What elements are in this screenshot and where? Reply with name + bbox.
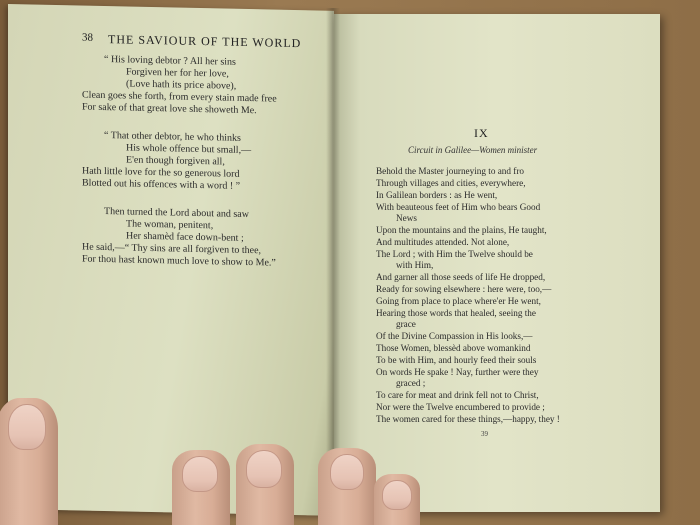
right-line: Hearing those words that healed, seeing the [376, 308, 536, 318]
left-line: Hath little love for the so generous lord [82, 165, 240, 180]
right-line: graced ; [396, 378, 426, 388]
right-line: Nor were the Twelve encumbered to provide ; [376, 402, 545, 412]
left-line: Then turned the Lord about and saw [104, 206, 249, 221]
fingernail [182, 456, 218, 492]
left-line: He said,—“ Thy sins are all forgiven to thee, [82, 241, 262, 257]
finger [318, 448, 376, 525]
left-line: Forgiven her for her love, [126, 66, 229, 80]
left-line: Her shamèd face down-bent ; [126, 230, 244, 244]
right-line: To care for meat and drink fell not to Christ, [376, 390, 539, 400]
right-line: grace [396, 319, 416, 329]
finger [236, 444, 294, 525]
left-line: His whole offence but small,— [126, 142, 252, 157]
left-line: “ His loving debtor ? All her sins [104, 54, 236, 68]
right-page-number: 39 [481, 430, 488, 438]
right-line: Through villages and cities, everywhere, [376, 178, 526, 188]
right-page [334, 14, 660, 512]
left-line: The woman, penitent, [126, 218, 214, 232]
left-line: For sake of that great love she showeth Me. [82, 101, 257, 117]
running-head: THE SAVIOUR OF THE WORLD [108, 32, 302, 51]
right-line: Behold the Master journeying to and fro [376, 166, 524, 176]
left-line: E'en though forgiven all, [126, 154, 225, 168]
left-page-number: 38 [82, 31, 93, 44]
right-line: Of the Divine Compassion in His looks,— [376, 331, 533, 341]
right-line: To be with Him, and hourly feed their souls [376, 355, 537, 365]
right-line: Those Women, blessèd above womankind [376, 343, 531, 353]
left-line: (Love hath its price above), [126, 78, 237, 92]
finger [172, 450, 230, 525]
book-gutter [326, 8, 340, 513]
left-line: Clean goes she forth, from every stain made free [82, 89, 277, 105]
right-line: And multitudes attended. Not alone, [376, 237, 510, 247]
right-line: With beauteous feet of Him who bears Good [376, 202, 541, 212]
fingernail [330, 454, 364, 490]
fingernail [246, 450, 282, 488]
right-line: The Lord ; with Him the Twelve should be [376, 249, 533, 259]
left-line: For thou hast known much love to show to Me.” [82, 253, 276, 269]
left-line: Blotted out his offences with a word ! ” [82, 177, 241, 192]
finger [0, 398, 58, 525]
chapter-subtitle: Circuit in Galilee—Women minister [408, 145, 538, 155]
fingernail [8, 404, 46, 450]
right-line: Going from place to place where'er He went, [376, 296, 541, 306]
chapter-number: IX [474, 126, 489, 140]
right-line: News [396, 213, 417, 223]
fingernail [382, 480, 412, 510]
right-line: In Galilean borders : as He went, [376, 190, 498, 200]
finger [374, 474, 420, 525]
right-line: The women cared for these things,—happy, they ! [376, 414, 560, 424]
right-line: with Him, [396, 260, 434, 270]
left-line: “ That other debtor, he who thinks [104, 130, 241, 144]
right-line: Ready for sowing elsewhere : here were, too,— [376, 284, 552, 294]
right-line: And garner all those seeds of life He dropped, [376, 272, 546, 282]
right-line: Upon the mountains and the plains, He taught, [376, 225, 547, 235]
right-line: On words He spake ! Nay, further were they [376, 367, 539, 377]
